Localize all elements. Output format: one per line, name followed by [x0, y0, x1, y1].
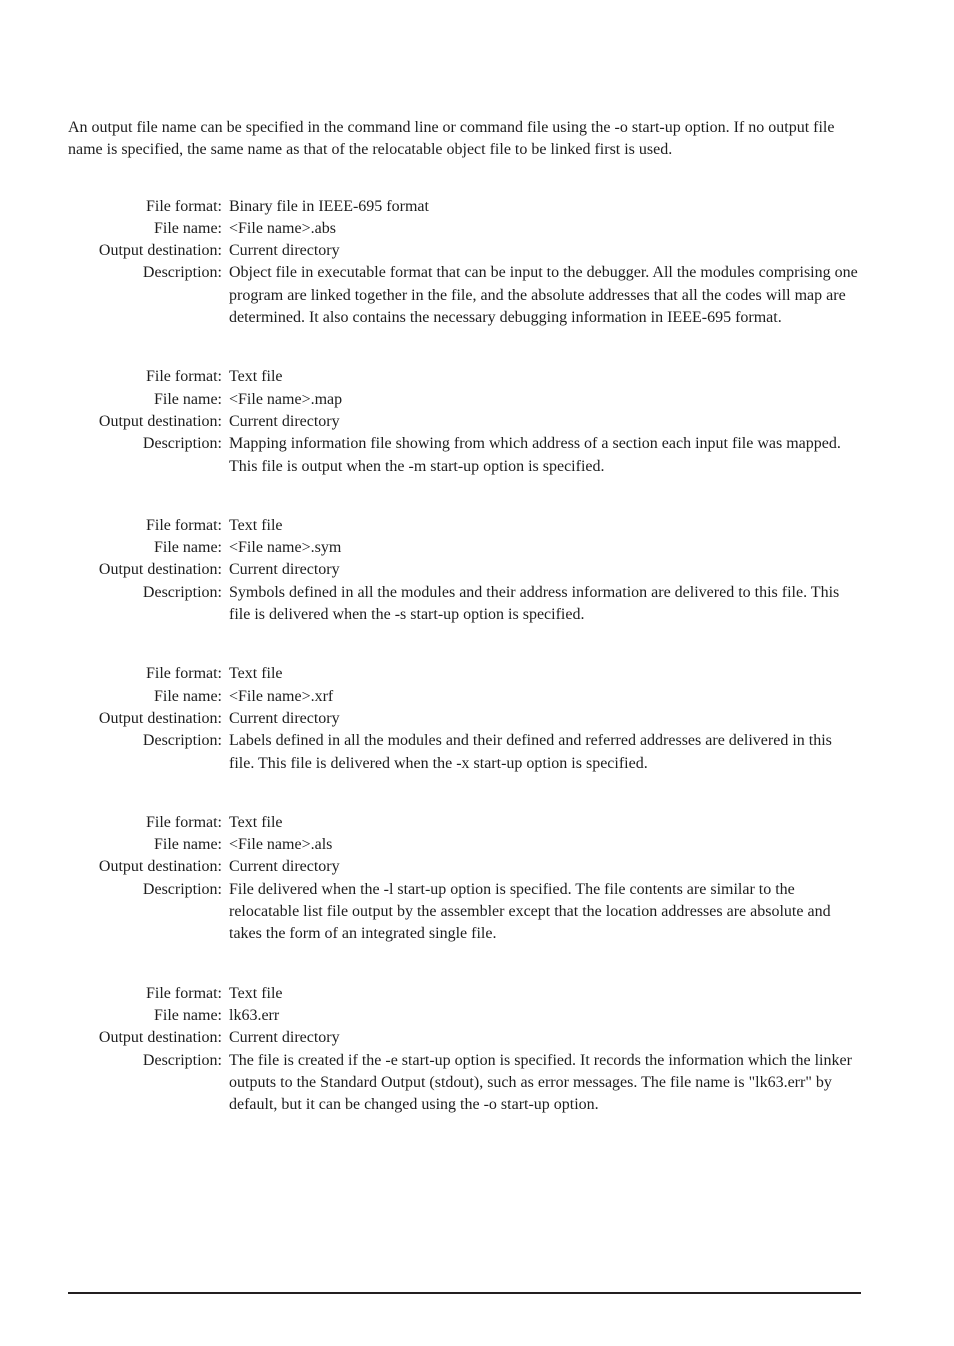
- page-content: [68, 0, 861, 1116]
- description-value: Symbols defined in all the modules and their address information are delivered to this file. This file is delivered when the -s start-up option is specified.: [229, 583, 840, 624]
- output-destination-value: Current directory: [229, 1029, 340, 1047]
- description-label: Description:: [142, 583, 222, 601]
- output-destination-value: Current directory: [229, 242, 340, 260]
- output-destination-label: Output destination:: [98, 1029, 222, 1047]
- description-value: Mapping information file showing from which address of a section each input file was mapped. This file is output when the -m start-up option is specified.: [229, 435, 841, 475]
- file-format-label: File format:: [146, 368, 222, 386]
- output-file-block-abs: [68, 196, 861, 330]
- file-format-value: Text file: [229, 368, 283, 386]
- footer-divider: [68, 1292, 861, 1294]
- output-destination-value: Current directory: [229, 858, 340, 876]
- output-destination-value: Current directory: [229, 412, 340, 430]
- description-label: Description:: [142, 1051, 222, 1069]
- description-value: The file is created if the -e start-up option is specified. It records the information which the linker outputs to the Standard Output (stdout), such as error messages. The file name is "lk63.err" by default, but it can be changed using the -o start-up option.: [229, 1051, 852, 1114]
- output-file-block-sym: [68, 515, 861, 626]
- output-file-block-als: [68, 812, 861, 946]
- output-destination-value: Current directory: [229, 709, 340, 727]
- output-destination-label: Output destination:: [98, 858, 222, 876]
- file-name-label: File name:: [154, 219, 222, 237]
- file-name-value: lk63.err: [229, 1006, 280, 1024]
- output-file-block-map: [68, 366, 861, 477]
- description-label: Description:: [142, 435, 222, 453]
- file-name-value: <File name>.xrf: [229, 687, 334, 705]
- file-name-value: <File name>.map: [229, 390, 343, 408]
- file-name-value: <File name>.als: [229, 836, 333, 854]
- file-format-value: Text file: [229, 665, 283, 683]
- file-format-value: Text file: [229, 813, 283, 831]
- file-format-label: File format:: [146, 813, 222, 831]
- output-destination-value: Current directory: [229, 561, 340, 579]
- file-format-label: File format:: [146, 516, 222, 534]
- file-format-value: Text file: [229, 516, 283, 534]
- description-value: File delivered when the -l start-up option is specified. The file contents are similar to the relocatable list file output by the assembler except that the location addresses are absolute and takes the form of an integrated single file.: [229, 880, 831, 943]
- output-file-block-err: [68, 983, 861, 1117]
- output-destination-label: Output destination:: [98, 412, 222, 430]
- output-destination-label: Output destination:: [98, 709, 222, 727]
- output-file-block-xrf: [68, 663, 861, 774]
- file-format-value: Text file: [229, 984, 283, 1002]
- file-format-label: File format:: [146, 665, 222, 683]
- file-name-label: File name:: [154, 390, 222, 408]
- file-name-label: File name:: [154, 1006, 222, 1024]
- file-name-label: File name:: [154, 687, 222, 705]
- description-value: Object file in executable format that can be input to the debugger. All the modules comprising one program are linked together in the file, and the absolute addresses that all the codes will map are determined. It also contains the necessary debugging information in IEEE-695 format.: [229, 264, 858, 327]
- file-name-value: <File name>.abs: [229, 219, 336, 237]
- description-value: Labels defined in all the modules and their defined and referred addresses are delivered in this file. This file is delivered when the -x start-up option is specified.: [229, 732, 832, 772]
- output-destination-label: Output destination:: [98, 242, 222, 260]
- file-name-label: File name:: [154, 836, 222, 854]
- description-label: Description:: [142, 880, 222, 898]
- intro-paragraph: An output file name can be specified in the command line or command file using the -o start-up option. If no output file name is specified, the same name as that of the relocatable object file to be linked first is used.: [68, 119, 835, 159]
- file-format-label: File format:: [146, 197, 222, 215]
- file-format-value: Binary file in IEEE-695 format: [229, 197, 429, 215]
- description-label: Description:: [142, 264, 222, 282]
- file-format-label: File format:: [146, 984, 222, 1002]
- output-destination-label: Output destination:: [98, 561, 222, 579]
- description-label: Description:: [142, 732, 222, 750]
- file-name-value: <File name>.sym: [229, 539, 342, 557]
- file-name-label: File name:: [154, 539, 222, 557]
